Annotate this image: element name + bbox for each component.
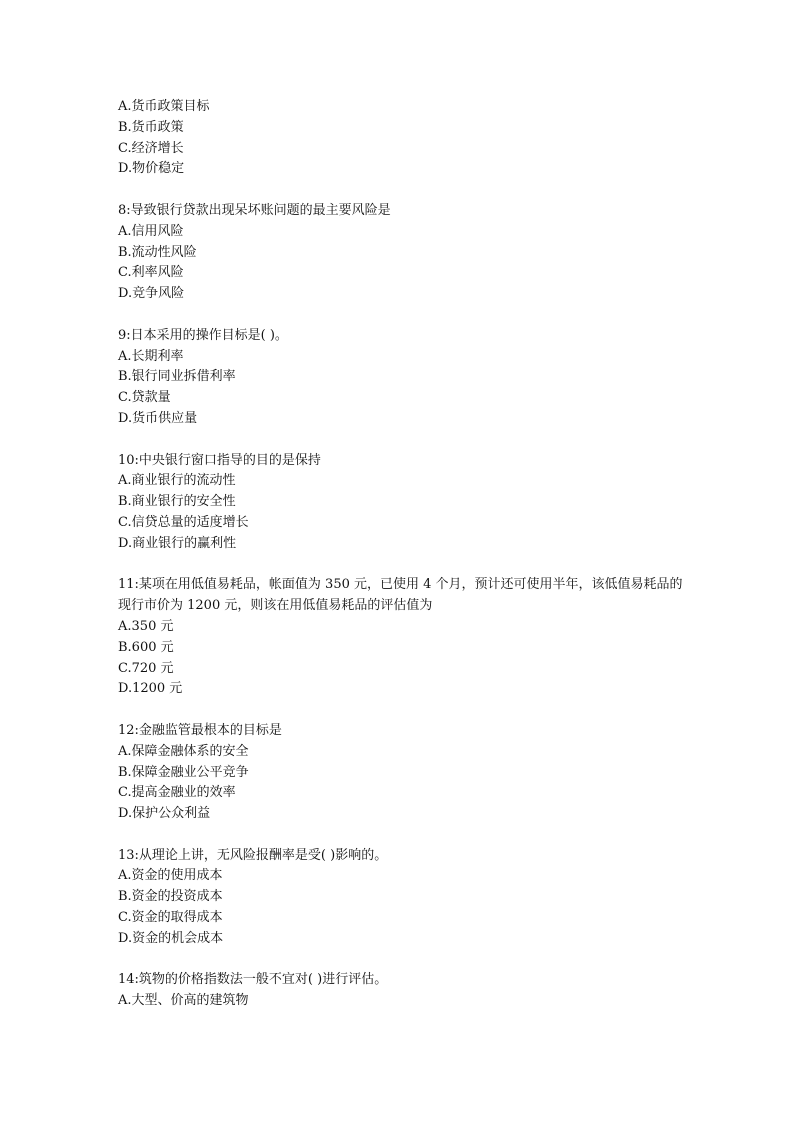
- option-b: B.600 元: [118, 639, 174, 655]
- option-c: C.720 元: [118, 660, 174, 676]
- option-c: C.信贷总量的适度增长: [118, 514, 249, 530]
- option-b: B.保障金融业公平竞争: [118, 764, 249, 780]
- question-item-10: [118, 451, 688, 555]
- option-a: A.350 元: [118, 618, 174, 634]
- option-a: A.保障金融体系的安全: [118, 743, 249, 759]
- option-d: D.资金的机会成本: [118, 930, 224, 946]
- question-item-14: [118, 970, 688, 1012]
- question-text: 11:某项在用低值易耗品，帐面值为 350 元，已使用 4 个月，预计还可使用半年，该低值易耗品的现行市价为 1200 元，则该在用低值易耗品的评估值为: [118, 577, 683, 614]
- question-text: 13:从理论上讲，无风险报酬率是受( )影响的。: [118, 847, 388, 863]
- option-c: C.提高金融业的效率: [118, 785, 236, 801]
- option-b: B.银行同业拆借利率: [118, 369, 236, 385]
- option-a: A.商业银行的流动性: [118, 473, 236, 489]
- option-a: A.货币政策目标: [118, 99, 210, 114]
- question-text: 14:筑物的价格指数法一般不宜对( )进行评估。: [118, 972, 388, 988]
- question-text: 9:日本采用的操作目标是( )。: [118, 327, 288, 343]
- option-b: B.流动性风险: [118, 244, 197, 260]
- option-c: C.经济增长: [118, 140, 184, 156]
- option-a: A.信用风险: [118, 223, 184, 239]
- option-a: A.大型、价高的建筑物: [118, 993, 249, 1009]
- option-c: C.资金的取得成本: [118, 910, 223, 926]
- option-d: D.商业银行的赢利性: [118, 535, 237, 551]
- option-d: D.物价稳定: [118, 161, 185, 177]
- option-b: B.资金的投资成本: [118, 889, 223, 905]
- option-a: A.长期利率: [118, 348, 184, 364]
- option-d: D.竞争风险: [118, 286, 185, 302]
- option-b: B.商业银行的安全性: [118, 494, 236, 510]
- question-item-9: [118, 326, 688, 430]
- option-a: A.资金的使用成本: [118, 868, 223, 884]
- question-item-8: [118, 201, 688, 305]
- question-item-7: [118, 97, 688, 180]
- question-text: 12:金融监管最根本的目标是: [118, 722, 282, 738]
- question-text: 10:中央银行窗口指导的目的是保持: [118, 452, 321, 468]
- option-b: B.货币政策: [118, 119, 184, 135]
- question-item-11: [118, 575, 688, 700]
- question-item-12: [118, 721, 688, 825]
- document-page: [118, 97, 688, 1012]
- question-text: 8:导致银行贷款出现呆坏账问题的最主要风险是: [118, 202, 391, 218]
- option-d: D.保护公众利益: [118, 806, 211, 822]
- option-d: D.货币供应量: [118, 410, 198, 426]
- question-item-13: [118, 846, 688, 950]
- option-c: C.利率风险: [118, 265, 184, 281]
- option-c: C.贷款量: [118, 390, 171, 406]
- option-d: D.1200 元: [118, 681, 183, 697]
